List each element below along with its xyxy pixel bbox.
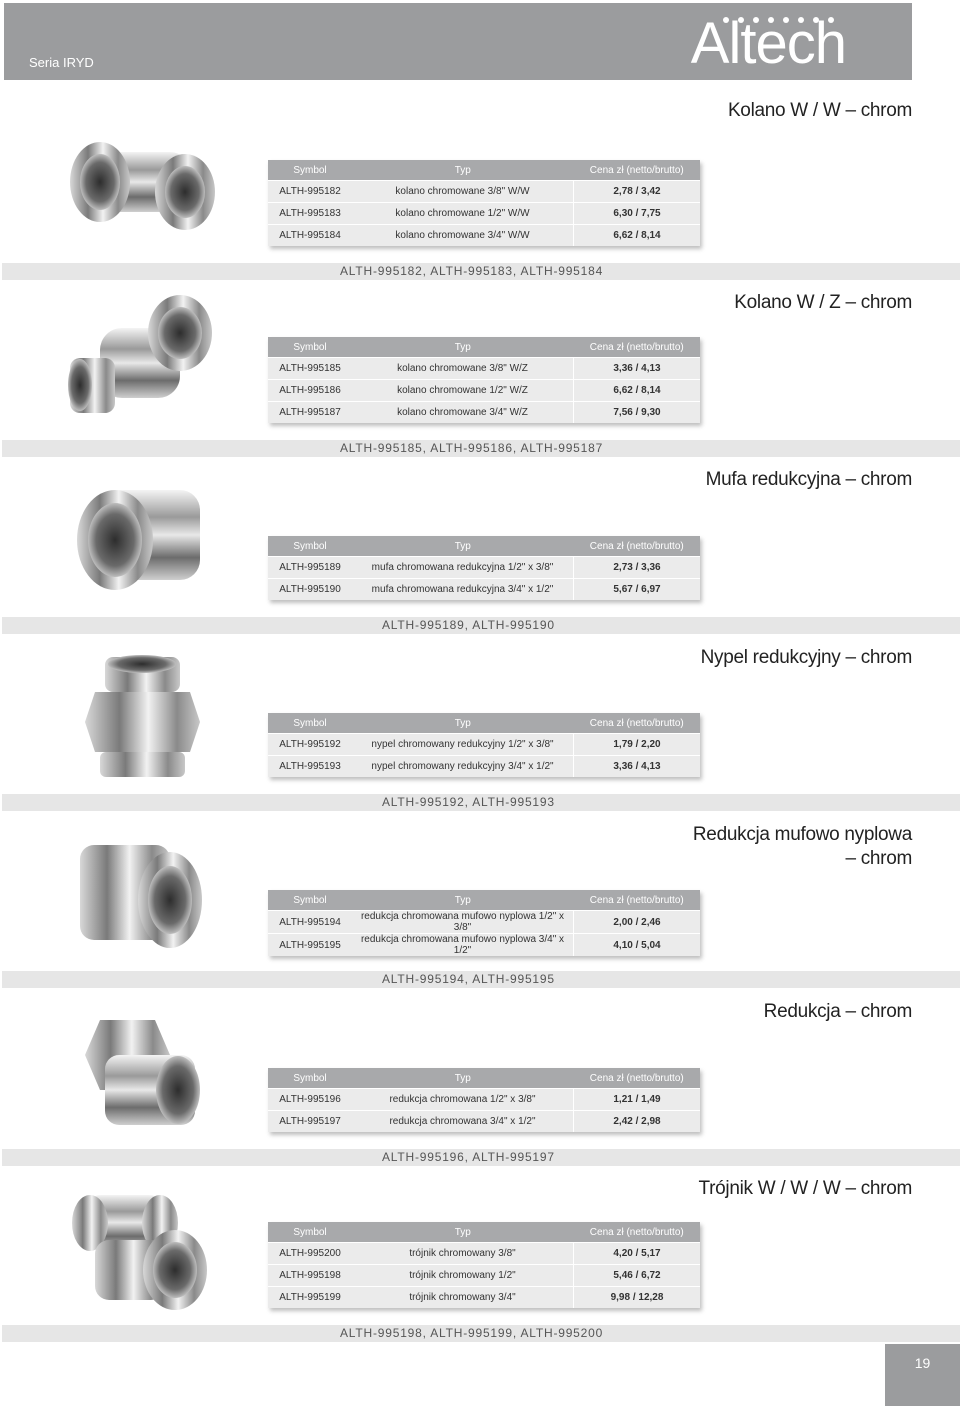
- table-row: [268, 402, 700, 424]
- column-header-type: Typ: [352, 1222, 574, 1243]
- reducing-nipple-image: [60, 652, 220, 782]
- cell-symbol: ALTH-995186: [268, 380, 352, 402]
- cell-type: redukcja chromowana mufowo nyplowa 3/4" x 1/2": [352, 934, 574, 957]
- cell-symbol: ALTH-995190: [268, 579, 352, 601]
- cell-type: redukcja chromowana 3/4" x 1/2": [352, 1111, 574, 1133]
- elbow-ww-image: [60, 112, 220, 247]
- cell-type: kolano chromowane 1/2" W/Z: [352, 380, 574, 402]
- section-title-trojnik: Trójnik W / W / W – chrom: [698, 1178, 912, 1199]
- section-title-kolano-ww: Kolano W / W – chrom: [727, 100, 912, 121]
- section-title-kolano-wz: Kolano W / Z – chrom: [734, 292, 912, 313]
- column-header-symbol: Symbol: [268, 1222, 352, 1243]
- cell-symbol: ALTH-995200: [268, 1243, 352, 1265]
- cell-price: 5,67 / 6,97: [574, 579, 701, 601]
- column-header-type: Typ: [352, 713, 574, 734]
- table-row: [268, 225, 700, 247]
- cell-type: trójnik chromowany 1/2": [352, 1265, 574, 1287]
- table-row: [268, 1089, 700, 1111]
- cell-price: 9,98 / 12,28: [574, 1287, 701, 1309]
- codes-bar: [2, 971, 960, 988]
- section-title-redukcja: Redukcja – chrom: [763, 1001, 912, 1022]
- codes-label: ALTH-995198, ALTH-995199, ALTH-995200: [340, 1326, 604, 1340]
- cell-symbol: ALTH-995199: [268, 1287, 352, 1309]
- codes-label: ALTH-995182, ALTH-995183, ALTH-995184: [340, 264, 604, 278]
- cell-price: 3,36 / 4,13: [574, 358, 701, 380]
- cell-type: redukcja chromowana mufowo nyplowa 1/2" x 3/8": [352, 911, 574, 934]
- section-title-mufa: Mufa redukcyjna – chrom: [705, 469, 912, 490]
- table-row: [268, 358, 700, 380]
- codes-label: ALTH-995194, ALTH-995195: [382, 972, 555, 986]
- column-header-price: Cena zł (netto/brutto): [574, 890, 701, 911]
- cell-type: nypel chromowany redukcyjny 3/4" x 1/2": [352, 756, 574, 778]
- codes-bar: [2, 794, 960, 811]
- cell-symbol: ALTH-995198: [268, 1265, 352, 1287]
- column-header-price: Cena zł (netto/brutto): [574, 713, 701, 734]
- column-header-symbol: Symbol: [268, 337, 352, 358]
- tee-image: [60, 1185, 220, 1320]
- cell-symbol: ALTH-995197: [268, 1111, 352, 1133]
- cell-type: kolano chromowane 3/4" W/Z: [352, 402, 574, 424]
- table-row: [268, 734, 700, 756]
- series-label: Seria IRYD: [29, 55, 94, 70]
- elbow-wz-image: [60, 288, 220, 438]
- cell-type: kolano chromowane 3/4" W/W: [352, 225, 574, 247]
- cell-price: 5,46 / 6,72: [574, 1265, 701, 1287]
- column-header-type: Typ: [352, 536, 574, 557]
- codes-label: ALTH-995189, ALTH-995190: [382, 618, 555, 632]
- reducer-image: [60, 1010, 220, 1140]
- codes-bar: [2, 440, 960, 457]
- cell-price: 4,20 / 5,17: [574, 1243, 701, 1265]
- column-header-price: Cena zł (netto/brutto): [574, 337, 701, 358]
- cell-price: 4,10 / 5,04: [574, 934, 701, 957]
- cell-type: nypel chromowany redukcyjny 1/2" x 3/8": [352, 734, 574, 756]
- codes-bar: [2, 617, 960, 634]
- table-row: [268, 1265, 700, 1287]
- codes-label: ALTH-995192, ALTH-995193: [382, 795, 555, 809]
- table-row: [268, 557, 700, 579]
- cell-price: 7,56 / 9,30: [574, 402, 701, 424]
- cell-type: mufa chromowana redukcyjna 1/2" x 3/8": [352, 557, 574, 579]
- cell-type: kolano chromowane 3/8" W/Z: [352, 358, 574, 380]
- table-row: [268, 579, 700, 601]
- cell-symbol: ALTH-995195: [268, 934, 352, 957]
- cell-symbol: ALTH-995189: [268, 557, 352, 579]
- column-header-symbol: Symbol: [268, 713, 352, 734]
- price-table-kolano-ww: [268, 160, 700, 246]
- cell-price: 3,36 / 4,13: [574, 756, 701, 778]
- cell-price: 1,21 / 1,49: [574, 1089, 701, 1111]
- price-table-kolano-wz: [268, 337, 700, 423]
- price-table-nypel: [268, 713, 700, 777]
- column-header-type: Typ: [352, 337, 574, 358]
- codes-label: ALTH-995196, ALTH-995197: [382, 1150, 555, 1164]
- cell-symbol: ALTH-995187: [268, 402, 352, 424]
- page-header: [4, 3, 912, 80]
- cell-symbol: ALTH-995185: [268, 358, 352, 380]
- cell-symbol: ALTH-995184: [268, 225, 352, 247]
- section-title-nypel: Nypel redukcyjny – chrom: [700, 647, 912, 668]
- table-row: [268, 934, 700, 957]
- column-header-price: Cena zł (netto/brutto): [574, 1068, 701, 1089]
- codes-bar: [2, 1325, 960, 1342]
- cell-type: trójnik chromowany 3/4": [352, 1287, 574, 1309]
- table-row: [268, 181, 700, 203]
- cell-price: 6,30 / 7,75: [574, 203, 701, 225]
- codes-label: ALTH-995185, ALTH-995186, ALTH-995187: [340, 441, 604, 455]
- cell-symbol: ALTH-995194: [268, 911, 352, 934]
- reducing-socket-image: [60, 470, 220, 610]
- cell-symbol: ALTH-995183: [268, 203, 352, 225]
- codes-bar: [2, 1149, 960, 1166]
- cell-type: kolano chromowane 3/8" W/W: [352, 181, 574, 203]
- column-header-type: Typ: [352, 1068, 574, 1089]
- cell-price: 2,00 / 2,46: [574, 911, 701, 934]
- section-title-line2: – chrom: [845, 848, 912, 869]
- brand-logo: Altech: [690, 11, 846, 76]
- cell-price: 1,79 / 2,20: [574, 734, 701, 756]
- table-row: [268, 1287, 700, 1309]
- section-title-redukcja-mufowo: [693, 823, 912, 871]
- cell-type: mufa chromowana redukcyjna 3/4" x 1/2": [352, 579, 574, 601]
- page-number: 19: [885, 1344, 960, 1406]
- codes-bar: [2, 263, 960, 280]
- price-table-redukcja-mufowo: [268, 890, 700, 956]
- cell-symbol: ALTH-995193: [268, 756, 352, 778]
- table-row: [268, 911, 700, 934]
- column-header-symbol: Symbol: [268, 536, 352, 557]
- cell-symbol: ALTH-995192: [268, 734, 352, 756]
- price-table-trojnik: [268, 1222, 700, 1308]
- column-header-type: Typ: [352, 890, 574, 911]
- column-header-price: Cena zł (netto/brutto): [574, 1222, 701, 1243]
- table-row: [268, 1111, 700, 1133]
- cell-price: 2,78 / 3,42: [574, 181, 701, 203]
- price-table-redukcja: [268, 1068, 700, 1132]
- table-row: [268, 203, 700, 225]
- cell-price: 6,62 / 8,14: [574, 380, 701, 402]
- cell-price: 2,42 / 2,98: [574, 1111, 701, 1133]
- cell-type: redukcja chromowana 1/2" x 3/8": [352, 1089, 574, 1111]
- column-header-symbol: Symbol: [268, 160, 352, 181]
- table-row: [268, 756, 700, 778]
- socket-nipple-reducer-image: [60, 830, 220, 960]
- cell-price: 6,62 / 8,14: [574, 225, 701, 247]
- cell-symbol: ALTH-995182: [268, 181, 352, 203]
- cell-symbol: ALTH-995196: [268, 1089, 352, 1111]
- table-row: [268, 380, 700, 402]
- cell-price: 2,73 / 3,36: [574, 557, 701, 579]
- cell-type: kolano chromowane 1/2" W/W: [352, 203, 574, 225]
- price-table-mufa: [268, 536, 700, 600]
- column-header-price: Cena zł (netto/brutto): [574, 536, 701, 557]
- column-header-price: Cena zł (netto/brutto): [574, 160, 701, 181]
- table-row: [268, 1243, 700, 1265]
- column-header-type: Typ: [352, 160, 574, 181]
- section-title-line1: Redukcja mufowo nyplowa: [692, 824, 912, 845]
- column-header-symbol: Symbol: [268, 1068, 352, 1089]
- column-header-symbol: Symbol: [268, 890, 352, 911]
- cell-type: trójnik chromowany 3/8": [352, 1243, 574, 1265]
